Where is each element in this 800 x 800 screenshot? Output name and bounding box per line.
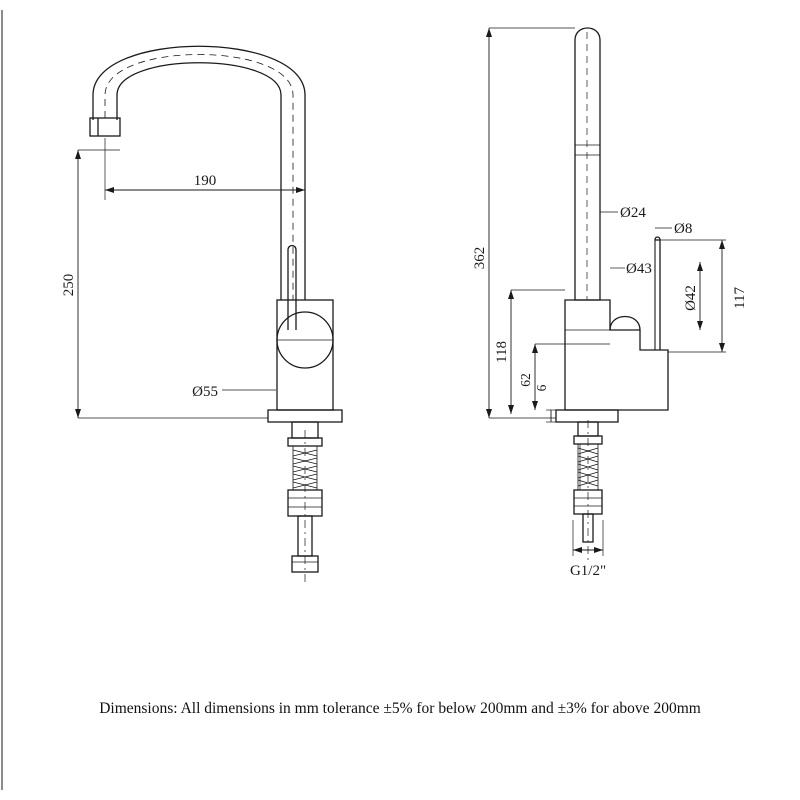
dim-base-diameter: Ø55 bbox=[192, 384, 218, 400]
dim-body-diameter: Ø43 bbox=[626, 261, 652, 277]
dim-thread: G1/2" bbox=[569, 563, 607, 579]
dim-total-height: 362 bbox=[472, 246, 488, 270]
front-view-dimensions bbox=[75, 138, 305, 418]
front-view-labels bbox=[61, 173, 218, 400]
dimension-note: Dimensions: All dimensions in mm tolerance ±5% for below 200mm and ±3% for above 200mm bbox=[99, 700, 701, 717]
front-view bbox=[90, 46, 342, 585]
dim-reach: 190 bbox=[193, 173, 217, 189]
dim-lever-diameter: Ø8 bbox=[674, 221, 693, 237]
dim-base-height: 6 bbox=[534, 384, 549, 392]
side-view-labels bbox=[472, 205, 748, 579]
dim-spout-diameter: Ø24 bbox=[620, 205, 646, 221]
side-view bbox=[556, 28, 668, 560]
dim-cartridge-diameter: Ø42 bbox=[683, 285, 699, 311]
dim-lever-height: 117 bbox=[732, 287, 748, 309]
dim-height: 250 bbox=[61, 273, 77, 297]
dim-body-height: 118 bbox=[494, 341, 510, 363]
dim-outlet-height: 62 bbox=[518, 373, 533, 387]
